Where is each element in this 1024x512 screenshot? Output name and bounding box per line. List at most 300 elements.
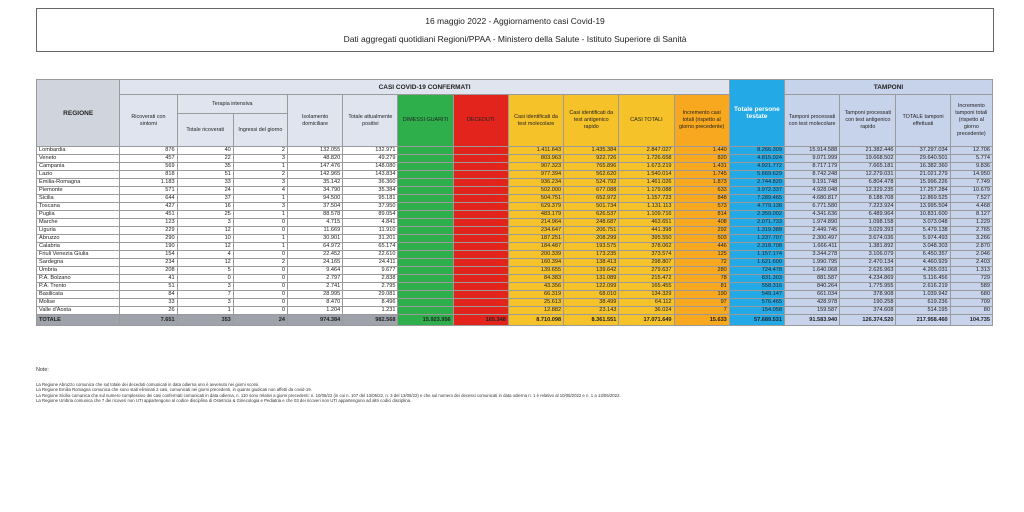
cell-ti-ingressi: 1 (233, 211, 287, 219)
cell-tamponi-antigenico: 1.098.158 (840, 219, 896, 227)
cell-incremento-tamponi: 589 (950, 283, 992, 291)
cell-casi-totali: 1.157.723 (619, 195, 674, 203)
cell-casi-molecolare: 907.323 (508, 163, 563, 171)
table-row (37, 299, 993, 307)
cell-persone: 7.289.465 (729, 195, 784, 203)
cell-persone: 4.921.772 (729, 163, 784, 171)
cell-casi-molecolare: 936.234 (508, 179, 563, 187)
cell-ti-ingressi: 2 (233, 259, 287, 267)
cell-deceduti: 3.267 (453, 235, 508, 243)
cell-tamponi-antigenico: 3.674.036 (840, 235, 896, 243)
cell-tamponi-antigenico: 12.279.031 (840, 171, 896, 179)
cell-tamponi-totale: 1.039.942 (896, 291, 950, 299)
cell-tamponi-molecolare: 6.771.580 (785, 203, 840, 211)
cell-dimessi: 345.897 (398, 251, 453, 259)
cell-tamponi-antigenico: 6.804.478 (840, 179, 896, 187)
cell-regione: Sardegna (37, 259, 120, 267)
cell-casi-totali: 1.109.716 (619, 211, 674, 219)
table-row (37, 251, 993, 259)
header-casi-molecolare: Casi identificati da test molecolare (508, 95, 563, 147)
cell-incremento: 408 (674, 219, 729, 227)
cell-dimessi: 1.384.936 (398, 171, 453, 179)
header-tamponi-totale: TOTALE tamponi effettuati (896, 95, 950, 147)
cell-casi-antigenico: 652.972 (564, 195, 619, 203)
cell-incremento-tamponi: 7.527 (950, 195, 992, 203)
cell-isolamento: 30.901 (288, 235, 343, 243)
cell-ricoverati: 457 (120, 155, 177, 163)
header-persone-testate: Totale persone testate (729, 80, 784, 147)
cell-incremento-tamponi: 2.765 (950, 227, 992, 235)
cell-regione: Liguria (37, 227, 120, 235)
cell-tamponi-antigenico: 378.908 (840, 291, 896, 299)
cell-isolamento: 8.470 (288, 299, 343, 307)
cell-deceduti: 165.348 (453, 315, 508, 326)
cell-casi-totali: 1.179.088 (619, 187, 674, 195)
cell-casi-antigenico: 208.299 (564, 235, 619, 243)
cell-dimessi: 271.986 (398, 259, 453, 267)
cell-persone: 3.972.337 (729, 187, 784, 195)
cell-tamponi-totale: 5.479.138 (896, 227, 950, 235)
cell-incremento: 820 (674, 155, 729, 163)
table-row (37, 155, 993, 163)
cell-incremento: 280 (674, 267, 729, 275)
cell-casi-molecolare: 43.356 (508, 283, 563, 291)
cell-regione: Molise (37, 299, 120, 307)
cell-tamponi-totale: 2.616.219 (896, 283, 950, 291)
cell-casi-antigenico: 206.751 (564, 227, 619, 235)
cell-ti-ingressi: 4 (233, 187, 287, 195)
table-row (37, 291, 993, 299)
cell-ti-ingressi: 0 (233, 251, 287, 259)
cell-incremento-tamponi: 80 (950, 307, 992, 315)
cell-casi-molecolare: 977.394 (508, 171, 563, 179)
cell-persone: 2.071.733 (729, 219, 784, 227)
cell-isolamento: 88.578 (288, 211, 343, 219)
cell-tamponi-totale: 10.831.600 (896, 211, 950, 219)
cell-incremento: 848 (674, 195, 729, 203)
cell-incremento-tamponi: 1.313 (950, 267, 992, 275)
cell-isolamento: 24.165 (288, 259, 343, 267)
cell-casi-molecolare: 803.963 (508, 155, 563, 163)
cell-incremento-tamponi: 729 (950, 275, 992, 283)
cell-ti-ingressi: 0 (233, 283, 287, 291)
cell-casi-molecolare: 504.751 (508, 195, 563, 203)
cell-incremento-tamponi: 1.229 (950, 219, 992, 227)
cell-casi-molecolare: 160.394 (508, 259, 563, 267)
cell-tamponi-molecolare: 9.191.748 (785, 179, 840, 187)
cell-tamponi-totale: 17.257.284 (896, 187, 950, 195)
cell-tamponi-molecolare: 1.974.890 (785, 219, 840, 227)
cell-persone: 576.465 (729, 299, 784, 307)
cell-incremento-tamponi: 12.706 (950, 147, 992, 155)
cell-tamponi-totale: 4.460.929 (896, 259, 950, 267)
cell-casi-molecolare: 483.179 (508, 211, 563, 219)
header-group-terapia: Terapia intensiva (177, 95, 287, 114)
cell-regione: Calabria (37, 243, 120, 251)
cell-positivi: 65.174 (343, 243, 398, 251)
header-ti-totale: Totale ricoverati (177, 114, 233, 147)
cell-persone: 549.147 (729, 291, 784, 299)
table-row (37, 283, 993, 291)
cell-dimessi: 1.407.857 (398, 179, 453, 187)
cell-regione: P.A. Trento (37, 283, 120, 291)
cell-positivi: 982.568 (343, 315, 398, 326)
cell-dimessi: 161.100 (398, 283, 453, 291)
cell-casi-molecolare: 84.383 (508, 275, 563, 283)
cell-ti-ingressi: 1 (233, 163, 287, 171)
cell-tamponi-antigenico: 1.381.892 (840, 243, 896, 251)
cell-tamponi-antigenico: 8.188.708 (840, 195, 896, 203)
cell-incremento-tamponi: 680 (950, 291, 992, 299)
cell-regione: Valle d'Aosta (37, 307, 120, 315)
cell-isolamento: 9.464 (288, 267, 343, 275)
cell-ti-ingressi: 24 (233, 315, 287, 326)
cell-isolamento: 37.504 (288, 203, 343, 211)
cell-dimessi: 424.185 (398, 227, 453, 235)
cell-tamponi-totale: 21.021.279 (896, 171, 950, 179)
cell-positivi: 2.838 (343, 275, 398, 283)
cell-persone: 8.266.309 (729, 147, 784, 155)
cell-dimessi: 2.673.751 (398, 147, 453, 155)
cell-casi-molecolare: 184.487 (508, 243, 563, 251)
cell-tamponi-molecolare: 1.990.795 (785, 259, 840, 267)
cell-casi-antigenico: 68.010 (564, 291, 619, 299)
cell-ti-totale: 37 (177, 195, 233, 203)
cell-persone: 5.669.629 (729, 171, 784, 179)
cell-ti-totale: 35 (177, 163, 233, 171)
cell-tamponi-antigenico: 190.258 (840, 299, 896, 307)
cell-positivi: 132.971 (343, 147, 398, 155)
cell-regione: Abruzzo (37, 235, 120, 243)
cell-ti-ingressi: 1 (233, 243, 287, 251)
cell-isolamento: 48.820 (288, 155, 343, 163)
table-row (37, 235, 993, 243)
table-row (37, 203, 993, 211)
cell-tamponi-molecolare: 3.344.278 (785, 251, 840, 259)
cell-regione: Umbria (37, 267, 120, 275)
cell-isolamento: 974.384 (288, 315, 343, 326)
cell-casi-antigenico: 8.361.551 (564, 315, 619, 326)
notes-title: Note: (36, 367, 49, 373)
cell-ti-totale: 51 (177, 171, 233, 179)
cell-tamponi-antigenico: 12.329.235 (840, 187, 896, 195)
cell-casi-totali: 378.062 (619, 243, 674, 251)
cell-ricoverati: 644 (120, 195, 177, 203)
note-line: La Regione Sicilia comunica che sul numero complessivo dei casi confermati comunicati in data odierna, n. 110 sono relativi a giorni precedenti: n. 10/05/22 (in cui n. 107 del 13/05/22, n. 3 del 13/05/22) e che sul numero dei decessi comunicati in data odierna n. 1 è relativo al 10/05/2022 e n. 1 a 13/05/2022. (36, 392, 621, 398)
cell-casi-molecolare: 1.411.643 (508, 147, 563, 155)
cell-tamponi-molecolare: 4.928.048 (785, 187, 840, 195)
report-title: 16 maggio 2022 - Aggiornamento casi Covid-19 (425, 16, 605, 26)
cell-tamponi-totale: 4.265.031 (896, 267, 950, 275)
cell-casi-antigenico: 765.896 (564, 163, 619, 171)
note-line: La Regione Abruzzo comunica che sul totale dei deceduti comunicati in data odierna uno è avvenuto nei giorni scorsi. (36, 381, 260, 387)
cell-tamponi-antigenico: 4.234.869 (840, 275, 896, 283)
cell-incremento: 81 (674, 283, 729, 291)
cell-persone: 831.303 (729, 275, 784, 283)
cell-incremento: 1.440 (674, 147, 729, 155)
cell-isolamento: 11.669 (288, 227, 343, 235)
cell-dimessi: 1.514.730 (398, 163, 453, 171)
cell-incremento-tamponi: 104.735 (950, 315, 992, 326)
cell-persone: 2.359.002 (729, 211, 784, 219)
cell-tamponi-totale: 37.297.034 (896, 147, 950, 155)
cell-ti-totale: 3 (177, 219, 233, 227)
cell-ti-ingressi: 3 (233, 179, 287, 187)
total-row (37, 315, 993, 326)
cell-positivi: 143.834 (343, 171, 398, 179)
cell-ti-totale: 5 (177, 267, 233, 275)
cell-dimessi: 1.083.156 (398, 203, 453, 211)
report-subtitle: Dati aggregati quotidiani Regioni/PPAA - Ministero della Salute - Istituto Superiore di Sanità (343, 34, 687, 44)
cell-incremento-tamponi: 5.774 (950, 155, 992, 163)
cell-incremento-tamponi: 709 (950, 299, 992, 307)
cell-tamponi-molecolare: 4.341.636 (785, 211, 840, 219)
cell-ti-ingressi: 0 (233, 267, 287, 275)
cell-deceduti: 13.388 (453, 187, 508, 195)
cell-casi-antigenico: 139.642 (564, 267, 619, 275)
table-row (37, 211, 993, 219)
cell-positivi: 31.201 (343, 235, 398, 243)
table-row (37, 195, 993, 203)
cell-deceduti: 10.409 (453, 163, 508, 171)
cell-isolamento: 2.797 (288, 275, 343, 283)
cell-casi-molecolare: 12.882 (508, 307, 563, 315)
cell-incremento: 814 (674, 211, 729, 219)
cell-casi-antigenico: 677.088 (564, 187, 619, 195)
cell-isolamento: 132.055 (288, 147, 343, 155)
note-line: La Regione Emilia Romagna comunica che sono stati eliminati 2 casi, comunicati nei giorni precedenti, in quanto giudicati non affetti da covid-19. (36, 387, 312, 393)
cell-isolamento: 64.972 (288, 243, 343, 251)
cell-ti-ingressi: 2 (233, 171, 287, 179)
cell-deceduti: 624 (453, 299, 508, 307)
notes-list (36, 382, 986, 404)
header-isolamento: Isolamento domiciliare (288, 95, 343, 147)
cell-regione: P.A. Bolzano (37, 275, 120, 283)
cell-deceduti: 14.598 (453, 155, 508, 163)
cell-deceduti: 40.305 (453, 147, 508, 155)
cell-casi-antigenico: 626.537 (564, 211, 619, 219)
cell-incremento-tamponi: 3.266 (950, 235, 992, 243)
cell-deceduti: 8.397 (453, 211, 508, 219)
cell-tamponi-totale: 5.974.493 (896, 235, 950, 243)
cell-incremento: 97 (674, 299, 729, 307)
cell-casi-molecolare: 200.339 (508, 251, 563, 259)
header-ti-ingressi: Ingressi del giorno (233, 114, 287, 147)
cell-persone: 4.815.024 (729, 155, 784, 163)
cell-ti-totale: 0 (177, 275, 233, 283)
cell-ricoverati: 51 (120, 283, 177, 291)
cell-incremento: 7 (674, 307, 729, 315)
cell-casi-totali: 298.807 (619, 259, 674, 267)
cell-regione: Sicilia (37, 195, 120, 203)
cell-casi-totali: 463.651 (619, 219, 674, 227)
cell-regione: Lombardia (37, 147, 120, 155)
cell-ricoverati: 7.651 (120, 315, 177, 326)
cell-ti-ingressi: 0 (233, 275, 287, 283)
table-row (37, 243, 993, 251)
cell-positivi: 37.950 (343, 203, 398, 211)
cell-ti-totale: 1 (177, 307, 233, 315)
table-row (37, 227, 993, 235)
cell-casi-molecolare: 629.379 (508, 203, 563, 211)
cell-persone: 558.316 (729, 283, 784, 291)
cell-ti-totale: 12 (177, 259, 233, 267)
cell-positivi: 49.279 (343, 155, 398, 163)
cell-tamponi-antigenico: 3.029.393 (840, 227, 896, 235)
header-casi-antigenico: Casi identificati da test antigenico rapido (564, 95, 619, 147)
header-casi-totali: CASI TOTALI (619, 95, 674, 147)
cell-deceduti: 1.471 (453, 275, 508, 283)
cell-regione: Basilicata (37, 291, 120, 299)
cell-tamponi-antigenico: 7.223.924 (840, 203, 896, 211)
cell-incremento: 190 (674, 291, 729, 299)
table-row (37, 171, 993, 179)
cell-incremento-tamponi: 10.679 (950, 187, 992, 195)
header-incremento-casi: Incremento casi totali (rispetto al giorno precedente) (674, 95, 729, 147)
cell-tamponi-molecolare: 661.034 (785, 291, 840, 299)
cell-isolamento: 34.790 (288, 187, 343, 195)
cell-incremento: 125 (674, 251, 729, 259)
cell-casi-antigenico: 122.099 (564, 283, 619, 291)
cell-isolamento: 28.995 (288, 291, 343, 299)
cell-casi-antigenico: 922.726 (564, 155, 619, 163)
cell-tamponi-molecolare: 4.680.817 (785, 195, 840, 203)
cell-ti-totale: 10 (177, 235, 233, 243)
cell-positivi: 8.496 (343, 299, 398, 307)
cell-ricoverati: 41 (120, 275, 177, 283)
cell-ti-totale: 7 (177, 291, 233, 299)
cell-persone: 2.318.708 (729, 243, 784, 251)
cell-tamponi-totale: 619.236 (896, 299, 950, 307)
cell-positivi: 95.181 (343, 195, 398, 203)
cell-ti-ingressi: 0 (233, 291, 287, 299)
cell-positivi: 22.610 (343, 251, 398, 259)
cell-incremento-tamponi: 2.870 (950, 243, 992, 251)
cell-casi-totali: 1.461.026 (619, 179, 674, 187)
cell-dimessi: 268.121 (398, 267, 453, 275)
cell-incremento-tamponi: 2.403 (950, 259, 992, 267)
cell-positivi: 35.384 (343, 187, 398, 195)
cell-ti-totale: 12 (177, 243, 233, 251)
cell-tamponi-molecolare: 15.914.588 (785, 147, 840, 155)
cell-tamponi-molecolare: 8.742.248 (785, 171, 840, 179)
cell-ricoverati: 123 (120, 219, 177, 227)
cell-casi-totali: 1.726.658 (619, 155, 674, 163)
cell-incremento: 1.431 (674, 163, 729, 171)
cell-casi-antigenico: 193.575 (564, 243, 619, 251)
cell-ricoverati: 84 (120, 291, 177, 299)
cell-casi-totali: 1.540.014 (619, 171, 674, 179)
header-tamponi-antigenico: Tamponi processati con test antigenico rapido (840, 95, 896, 147)
cell-incremento: 292 (674, 227, 729, 235)
cell-tamponi-antigenico: 2.470.134 (840, 259, 896, 267)
cell-casi-molecolare: 234.647 (508, 227, 563, 235)
cell-tamponi-molecolare: 2.449.745 (785, 227, 840, 235)
cell-ti-totale: 12 (177, 227, 233, 235)
cell-regione: Lazio (37, 171, 120, 179)
cell-tamponi-molecolare: 1.640.068 (785, 267, 840, 275)
header-group-tamponi: TAMPONI (785, 80, 993, 95)
cell-dimessi: 54.902 (398, 299, 453, 307)
cell-ti-ingressi: 0 (233, 219, 287, 227)
cell-casi-molecolare: 187.251 (508, 235, 563, 243)
cell-ti-totale: 25 (177, 211, 233, 219)
cell-ricoverati: 427 (120, 203, 177, 211)
cell-casi-totali: 215.472 (619, 275, 674, 283)
cell-tamponi-totale: 217.958.460 (896, 315, 950, 326)
cell-incremento: 503 (674, 235, 729, 243)
cell-casi-totali: 64.112 (619, 299, 674, 307)
cell-casi-antigenico: 131.089 (564, 275, 619, 283)
report-title-box (36, 8, 994, 52)
header-dimessi: DIMESSI GUARITI (398, 95, 453, 147)
cell-tamponi-molecolare: 1.666.411 (785, 243, 840, 251)
cell-deceduti: 2.410 (453, 259, 508, 267)
cell-positivi: 11.910 (343, 227, 398, 235)
cell-tamponi-molecolare: 881.587 (785, 275, 840, 283)
header-positivi: Totale attualmente positivi (343, 95, 398, 147)
cell-ricoverati: 33 (120, 299, 177, 307)
cell-casi-totali: 279.637 (619, 267, 674, 275)
cell-tamponi-antigenico: 126.374.520 (840, 315, 896, 326)
cell-ricoverati: 569 (120, 163, 177, 171)
cell-persone: 2.744.820 (729, 179, 784, 187)
cell-dimessi: 361.082 (398, 235, 453, 243)
cell-tamponi-totale: 514.195 (896, 307, 950, 315)
cell-casi-totali: 1.673.219 (619, 163, 674, 171)
cell-positivi: 29.081 (343, 291, 398, 299)
cell-tamponi-totale: 16.382.360 (896, 163, 950, 171)
cell-ricoverati: 26 (120, 307, 177, 315)
cell-casi-totali: 17.071.649 (619, 315, 674, 326)
cell-incremento-tamponi: 4.468 (950, 203, 992, 211)
cell-tamponi-molecolare: 428.978 (785, 299, 840, 307)
cell-dimessi: 34.258 (398, 307, 453, 315)
header-regione: REGIONE (37, 80, 120, 147)
table-row (37, 163, 993, 171)
cell-tamponi-totale: 3.048.303 (896, 243, 950, 251)
cell-isolamento: 142.965 (288, 171, 343, 179)
cell-ricoverati: 229 (120, 227, 177, 235)
cell-persone: 1.157.174 (729, 251, 784, 259)
table-body (37, 147, 993, 326)
cell-isolamento: 147.476 (288, 163, 343, 171)
cell-tamponi-totale: 29.640.501 (896, 155, 950, 163)
cell-incremento: 78 (674, 275, 729, 283)
cell-casi-antigenico: 501.734 (564, 203, 619, 211)
cell-incremento-tamponi: 2.046 (950, 251, 992, 259)
cell-casi-totali: 2.847.027 (619, 147, 674, 155)
cell-regione: Puglia (37, 211, 120, 219)
cell-tamponi-totale: 6.450.357 (896, 251, 950, 259)
cell-ricoverati: 876 (120, 147, 177, 155)
cell-dimessi: 211.163 (398, 275, 453, 283)
cell-dimessi: 310.327 (398, 243, 453, 251)
cell-tamponi-molecolare: 840.264 (785, 283, 840, 291)
cell-ti-totale: 40 (177, 147, 233, 155)
cell-regione: TOTALE (37, 315, 120, 326)
cell-ricoverati: 571 (120, 187, 177, 195)
cell-tamponi-antigenico: 7.665.181 (840, 163, 896, 171)
cell-tamponi-totale: 15.996.226 (896, 179, 950, 187)
cell-incremento-tamponi: 14.950 (950, 171, 992, 179)
cell-ricoverati: 818 (120, 171, 177, 179)
header-deceduti: DECEDUTI (453, 95, 508, 147)
cell-casi-antigenico: 248.687 (564, 219, 619, 227)
cell-tamponi-antigenico: 374.608 (840, 307, 896, 315)
cell-dimessi: 1.012.265 (398, 211, 453, 219)
cell-isolamento: 4.715 (288, 219, 343, 227)
